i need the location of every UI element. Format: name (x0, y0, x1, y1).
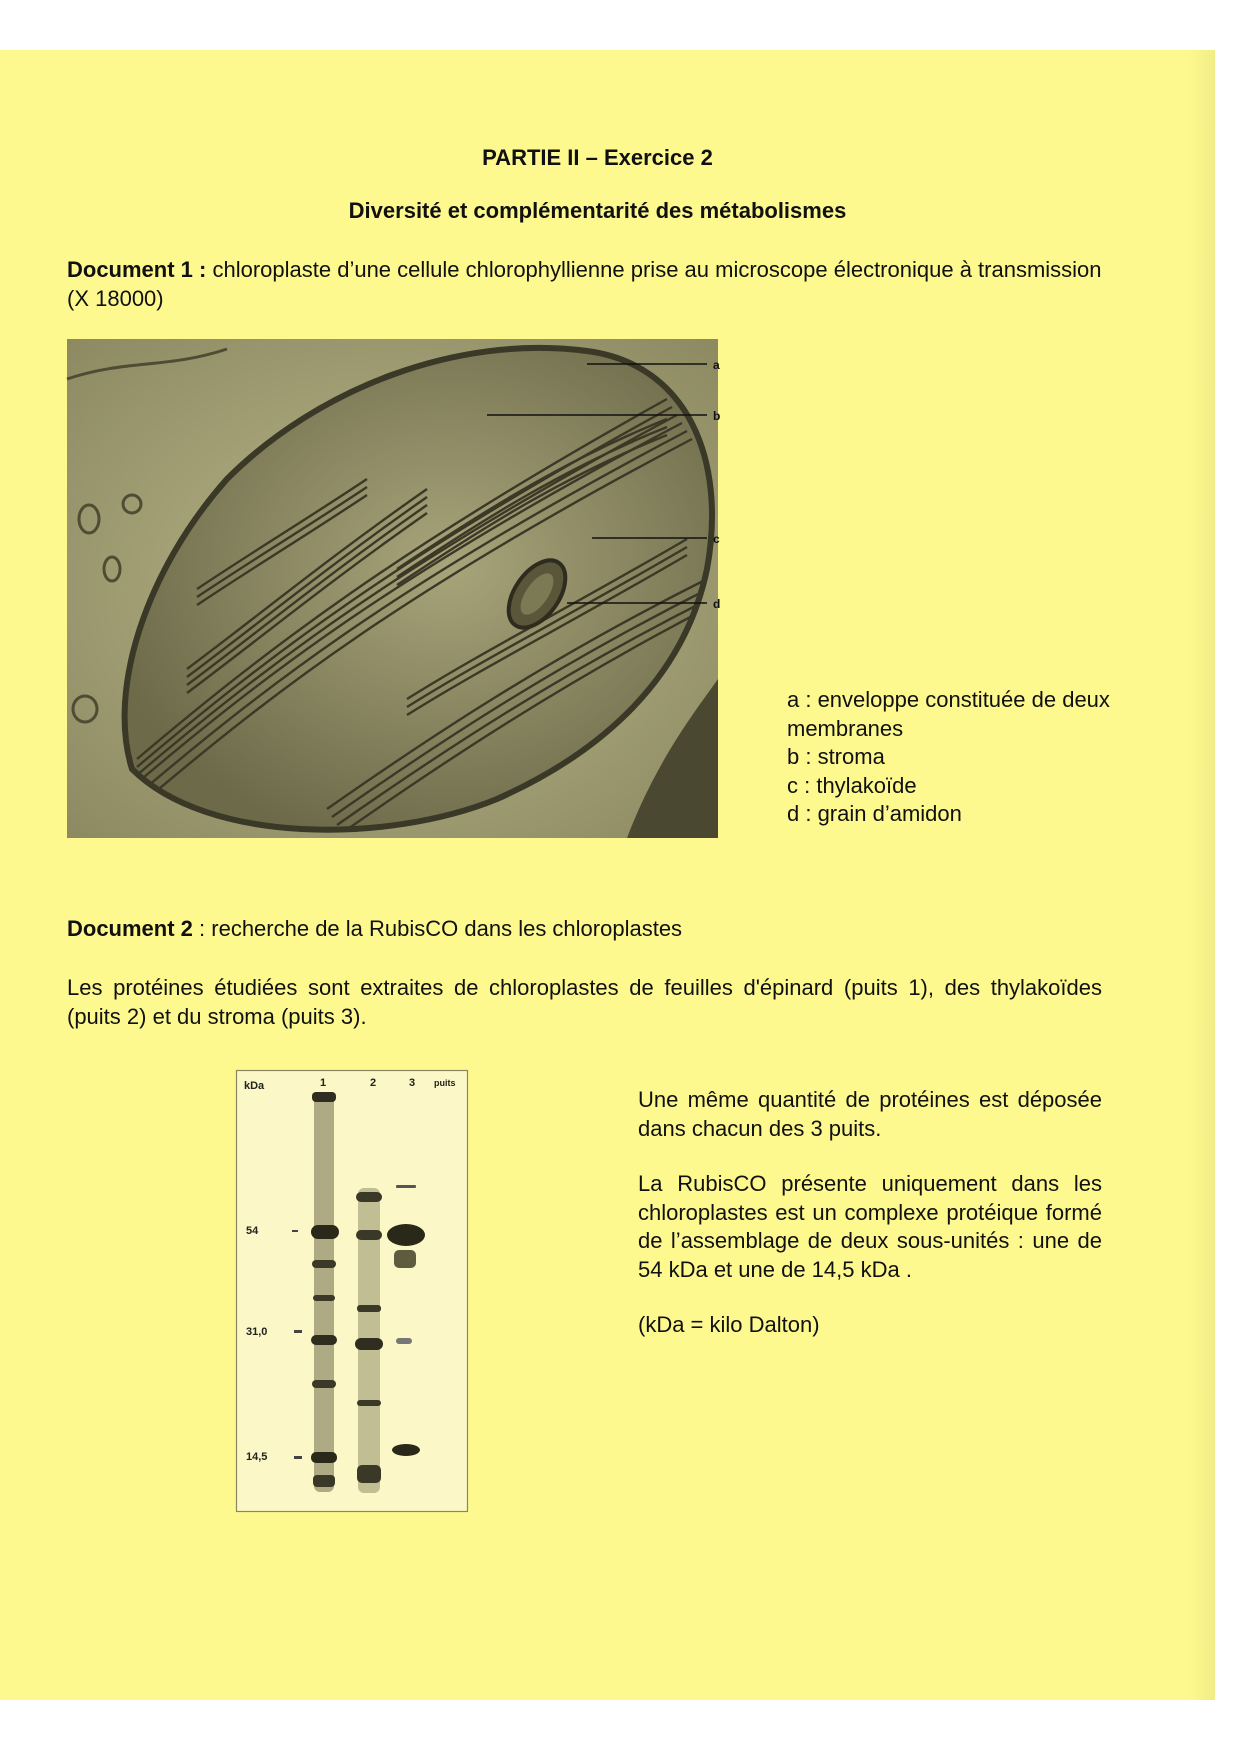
page-title: PARTIE II – Exercice 2 (482, 145, 713, 170)
lane-3-faint-band (396, 1185, 416, 1188)
label-a: a (713, 358, 720, 372)
wells-label: puits (434, 1078, 456, 1088)
lane-2-band (356, 1192, 382, 1202)
legend-item-d: d : grain d’amidon (787, 801, 962, 826)
legend-item-b: b : stroma (787, 744, 885, 769)
label-c: c (713, 532, 720, 546)
document1-caption (67, 255, 1102, 313)
lane-3-band-54 (387, 1224, 425, 1246)
document1-text: chloroplaste d’une cellule chlorophyllienne prise au microscope électronique à transmission (X 18000) (67, 257, 1102, 311)
document1-label: Document 1 : (67, 257, 207, 282)
gel-description (638, 1086, 1102, 1367)
page-subtitle: Diversité et complémentarité des métabolismes (348, 198, 847, 223)
document2-label: Document 2 (67, 916, 193, 941)
lane-2-band (356, 1230, 382, 1240)
label-d: d (713, 597, 721, 611)
gel-desc-paragraph-1: Une même quantité de protéines est déposée dans chacun des 3 puits. (638, 1087, 1102, 1141)
lane-2 (355, 1188, 383, 1493)
gel-unit-label: kDa (244, 1080, 265, 1092)
lane-label-3: 3 (409, 1077, 416, 1089)
lane-3-band-14-5 (392, 1444, 420, 1456)
lane-1-smear (314, 1092, 334, 1492)
lane-3-band (394, 1250, 416, 1268)
gel-frame (237, 1071, 468, 1512)
lane-1-band-54 (311, 1225, 339, 1239)
lane-2-band (355, 1338, 383, 1350)
document2-intro: Les protéines étudiées sont extraites de chloroplastes de feuilles d'épinard (puits 1), des thylakoïdes (puits 2) et du stroma (puits 3). (67, 975, 1102, 1029)
document2-text: : recherche de la RubisCO dans les chloroplastes (192, 916, 683, 941)
electrophoresis-gel (236, 1070, 468, 1512)
lane-1-band (312, 1260, 336, 1268)
lane-1-band (313, 1295, 335, 1301)
lane-label-2: 2 (370, 1077, 377, 1089)
lane-2-band (357, 1305, 381, 1312)
lane-1-band (312, 1380, 336, 1388)
gel-desc-paragraph-3: (kDa = kilo Dalton) (638, 1312, 820, 1337)
figure-legend (787, 686, 1117, 829)
document2-caption (67, 916, 682, 942)
lane-2-band-bottom (357, 1465, 381, 1483)
lane-2-band (357, 1400, 381, 1406)
lane-1-band-bottom (313, 1475, 335, 1487)
marker-31: 31,0 (246, 1326, 268, 1338)
legend-item-c: c : thylakoïde (787, 772, 917, 798)
lane-1-band (311, 1335, 337, 1345)
marker-54: 54 (246, 1225, 259, 1237)
chloroplast-micrograph (67, 339, 721, 838)
lane-label-1: 1 (320, 1077, 327, 1089)
lane-1-band-14-5 (311, 1452, 337, 1463)
lane-3-faint-band (396, 1338, 412, 1344)
lane-1-well-band (312, 1092, 336, 1102)
gel-desc-paragraph-2: La RubisCO présente uniquement dans les chloroplastes est un complexe protéique formé de l’assemblage de deux sous-unités : une de 54 kDa et une de 14,5 kDa . (638, 1171, 1102, 1282)
label-b: b (713, 409, 721, 423)
legend-item-a: a : enveloppe constituée de deux membranes (787, 687, 1110, 741)
marker-14-5: 14,5 (246, 1451, 268, 1463)
